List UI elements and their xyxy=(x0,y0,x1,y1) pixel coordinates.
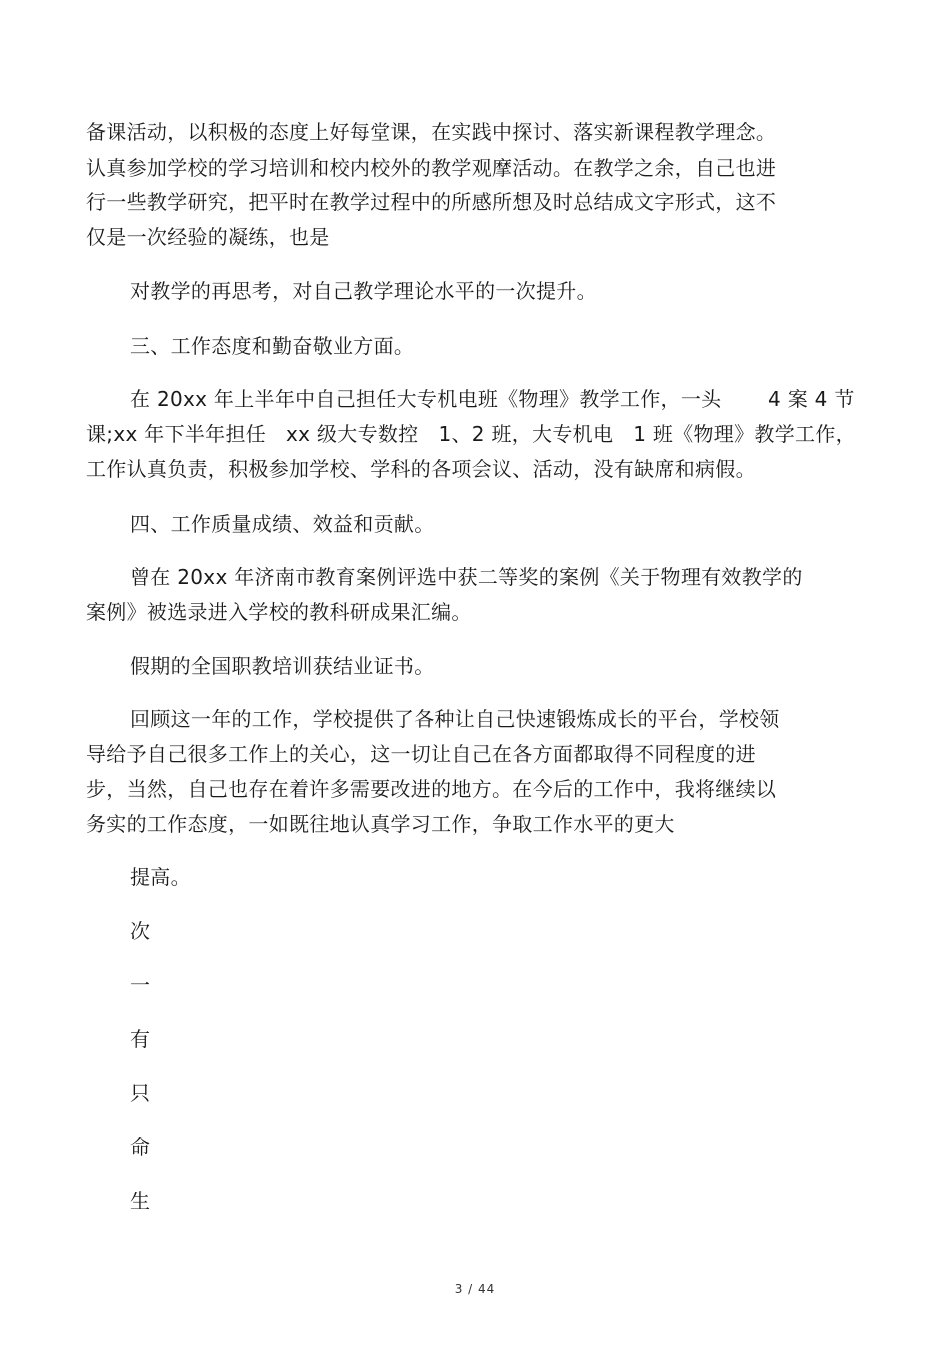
page-number: 3 / 44 xyxy=(454,1282,496,1296)
text-line: 对教学的再思考，对自己教学理论水平的一次提升。 xyxy=(130,279,597,303)
text-line: 导给予自己很多工作上的关心，这一切让自己在各方面都取得不同程度的进 xyxy=(86,742,756,766)
text-line: 只 xyxy=(130,1081,151,1105)
text-line: 假期的全国职教培训获结业证书。 xyxy=(130,654,435,678)
text-line: 提高。 xyxy=(130,865,191,889)
text-line: 回顾这一年的工作，学校提供了各种让自己快速锻炼成长的平台，学校领 xyxy=(130,707,780,731)
section-heading: 四、工作质量成绩、效益和贡献。 xyxy=(130,512,435,536)
text-line: 仅是一次经验的凝练，也是 xyxy=(86,225,330,249)
text-line: 工作认真负责，积极参加学校、学科的各项会议、活动，没有缺席和病假。 xyxy=(86,457,756,481)
text-line: 步，当然，自己也存在着许多需要改进的地方。在今后的工作中，我将继续以 xyxy=(86,777,777,801)
text-line: 有 xyxy=(130,1027,151,1051)
text-line: 命 xyxy=(130,1135,151,1159)
text-line: 认真参加学校的学习培训和校内校外的教学观摩活动。在教学之余，自己也进 xyxy=(86,156,777,180)
text-line: 案例》被选录进入学校的教科研成果汇编。 xyxy=(86,600,472,624)
text-line: 生 xyxy=(130,1189,151,1213)
text-line: 课;xx 年下半年担任 xx 级大专数控 1、2 班，大专机电 1 班《物理》教学工作， xyxy=(86,422,856,446)
text-line: 务实的工作态度，一如既往地认真学习工作，争取工作水平的更大 xyxy=(86,812,675,836)
text-line: 曾在 20xx 年济南市教育案例评选中获二等奖的案例《关于物理有效教学的 xyxy=(130,565,803,589)
text-line: 在 20xx 年上半年中自己担任大专机电班《物理》教学工作，一头 4 案 4 节 xyxy=(130,387,855,411)
text-line: 一 xyxy=(130,973,151,997)
section-heading: 三、工作态度和勤奋敬业方面。 xyxy=(130,334,415,358)
text-line: 备课活动，以积极的态度上好每堂课，在实践中探讨、落实新课程教学理念。 xyxy=(86,120,777,144)
text-line: 次 xyxy=(130,919,151,943)
text-line: 行一些教学研究，把平时在教学过程中的所感所想及时总结成文字形式，这不 xyxy=(86,190,777,214)
